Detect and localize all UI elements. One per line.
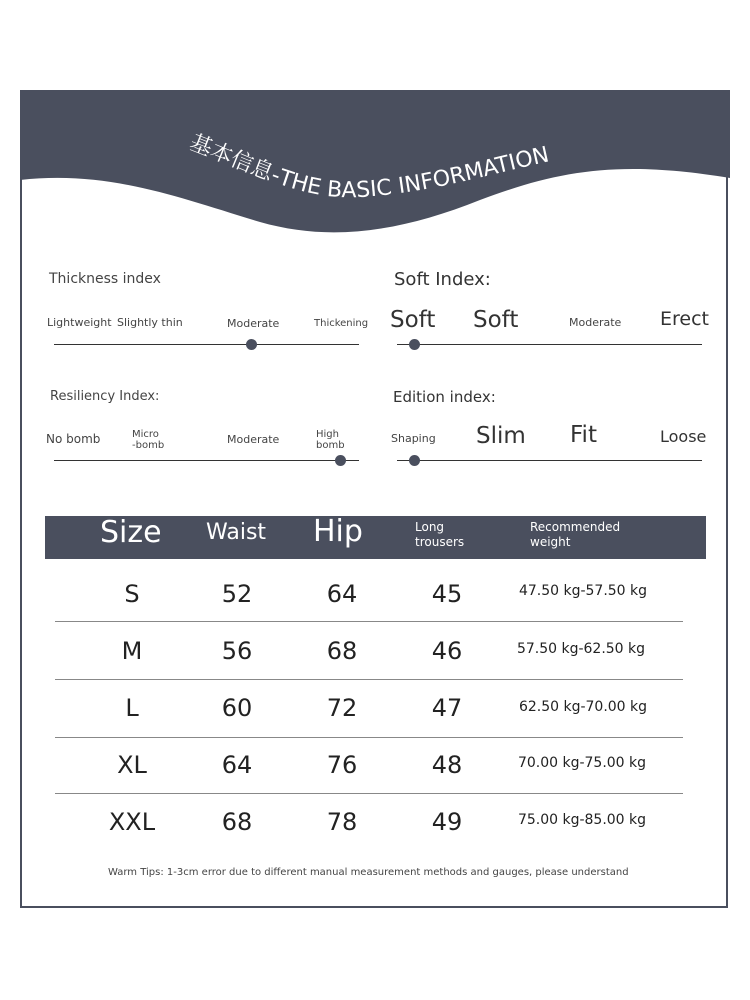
thickness-marker [246, 339, 257, 350]
thickness-label-2: Slightly thin [117, 316, 183, 329]
warm-tips: Warm Tips: 1-3cm error due to different manual measurement methods and gauges, please understand [108, 867, 629, 878]
edition-label-1: Shaping [391, 432, 436, 445]
cell-weight: 62.50 kg-70.00 kg [518, 699, 648, 715]
resiliency-track [54, 460, 359, 461]
row-divider [55, 737, 683, 738]
cell-weight: 57.50 kg-62.50 kg [516, 641, 646, 657]
cell-hip: 78 [326, 808, 358, 836]
soft-label-1: Soft [390, 307, 436, 333]
edition-track [397, 460, 702, 461]
cell-hip: 76 [326, 751, 358, 779]
cell-waist: 56 [221, 637, 253, 665]
thickness-track [54, 344, 359, 345]
row-divider [55, 793, 683, 794]
cell-waist: 52 [221, 580, 253, 608]
thickness-label-1: Lightweight [47, 316, 112, 329]
edition-index-title: Edition index: [393, 388, 496, 406]
cell-size: S [124, 580, 140, 608]
cell-trousers: 46 [431, 637, 463, 665]
cell-weight: 47.50 kg-57.50 kg [518, 583, 648, 599]
resiliency-label-2: Micro -bomb [132, 429, 165, 451]
cell-weight: 70.00 kg-75.00 kg [517, 755, 647, 771]
header-waist: Waist [206, 520, 267, 545]
cell-waist: 60 [221, 694, 253, 722]
soft-label-2: Soft [473, 307, 519, 333]
edition-label-2: Slim [476, 423, 526, 449]
resiliency-label-4: High bomb [316, 429, 345, 451]
resiliency-label-1: No bomb [46, 432, 101, 446]
resiliency-marker [335, 455, 346, 466]
edition-label-3: Fit [570, 422, 597, 448]
edition-label-4: Loose [660, 427, 707, 446]
content-frame [20, 90, 728, 908]
cell-hip: 64 [326, 580, 358, 608]
soft-label-4: Erect [660, 308, 709, 330]
soft-index-title: Soft Index: [394, 269, 491, 290]
cell-waist: 68 [221, 808, 253, 836]
cell-waist: 64 [221, 751, 253, 779]
cell-weight: 75.00 kg-85.00 kg [517, 812, 647, 828]
header-recommended-weight: Recommended weight [530, 520, 621, 549]
thickness-label-4: Thickening [314, 318, 369, 329]
header-hip: Hip [313, 514, 363, 549]
cell-size: M [121, 637, 143, 665]
cell-trousers: 47 [431, 694, 463, 722]
header-long-trousers: Long trousers [415, 520, 465, 549]
edition-marker [409, 455, 420, 466]
resiliency-index-title: Resiliency Index: [50, 389, 160, 404]
cell-size: XL [117, 751, 147, 779]
header-size: Size [100, 515, 162, 550]
thickness-index-title: Thickness index [49, 271, 161, 287]
banner-title: 基本信息-THE BASIC INFORMATION [186, 130, 552, 204]
cell-trousers: 48 [431, 751, 463, 779]
cell-hip: 68 [326, 637, 358, 665]
row-divider [55, 679, 683, 680]
thickness-label-3: Moderate [227, 317, 280, 330]
cell-size: XXL [108, 808, 156, 836]
cell-size: L [125, 694, 139, 722]
soft-track [397, 344, 702, 345]
resiliency-label-3: Moderate [227, 433, 280, 446]
row-divider [55, 621, 683, 622]
soft-label-3: Moderate [569, 316, 622, 329]
soft-marker [409, 339, 420, 350]
cell-hip: 72 [326, 694, 358, 722]
cell-trousers: 49 [431, 808, 463, 836]
size-table-header [45, 516, 706, 559]
cell-trousers: 45 [431, 580, 463, 608]
